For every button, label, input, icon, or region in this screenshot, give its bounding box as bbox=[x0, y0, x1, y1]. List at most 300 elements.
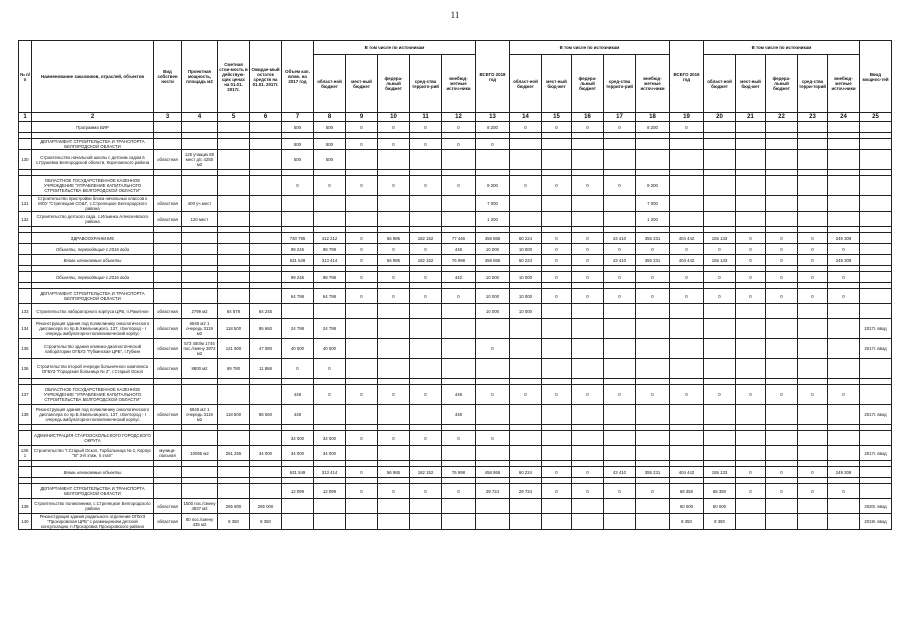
table-row bbox=[19, 514, 892, 530]
row-total-2019-cell bbox=[670, 176, 704, 196]
row-estimate-cell bbox=[218, 233, 250, 244]
row-territory-2017-cell: 182 152 bbox=[410, 255, 442, 266]
row-territory-2017-cell: 0 bbox=[410, 244, 442, 255]
row-expected-cell bbox=[250, 176, 282, 196]
row-territory-2019-cell bbox=[798, 196, 828, 212]
row-federal-2018-cell bbox=[572, 405, 604, 425]
row-territory-2018-cell: 0 bbox=[604, 385, 636, 405]
row-estimate-cell bbox=[218, 467, 250, 478]
row-territory-2017-cell bbox=[410, 359, 442, 379]
row-federal-2017-cell: 56 985 bbox=[378, 467, 410, 478]
row-total-2018-cell bbox=[476, 499, 510, 514]
row-local-2019-cell bbox=[736, 514, 766, 530]
row-territory-2018-cell bbox=[604, 514, 636, 530]
row-territory-2019-cell: 0 bbox=[798, 385, 828, 405]
row-territory-2019-cell bbox=[798, 319, 828, 339]
column-number: 14 bbox=[510, 113, 542, 122]
row-estimate-cell: 121 900 bbox=[218, 339, 250, 359]
row-federal-2017-cell: 56 985 bbox=[378, 255, 410, 266]
row-local-2019-cell bbox=[736, 139, 766, 150]
row-federal-2018-cell bbox=[572, 139, 604, 150]
row-capacity-cell bbox=[182, 272, 218, 283]
row-regional-2018-cell bbox=[510, 359, 542, 379]
row-local-2018-cell: 0 bbox=[542, 233, 572, 244]
row-total-2019-cell: 0 bbox=[670, 385, 704, 405]
row-extra-2017-cell bbox=[442, 499, 476, 514]
row-territory-2018-cell bbox=[604, 339, 636, 359]
row-regional-2019-cell bbox=[704, 405, 736, 425]
row-extra-2019-cell: 249 309 bbox=[828, 467, 860, 478]
row-local-2017-cell bbox=[346, 339, 378, 359]
row-kind-cell: областная bbox=[154, 359, 182, 379]
table-row bbox=[19, 272, 892, 283]
row-local-2017-cell: 0 bbox=[346, 122, 378, 133]
header-estimate: Сметная стои-мость в действую-щих ценах на 01.01. 2017г. bbox=[218, 41, 250, 113]
row-territory-2017-cell bbox=[410, 304, 442, 319]
header-src-regional: област-ной бюджет bbox=[510, 55, 542, 113]
row-territory-2018-cell: 0 bbox=[604, 289, 636, 304]
row-estimate-cell bbox=[218, 484, 250, 499]
table-row bbox=[19, 446, 892, 461]
row-territory-2017-cell bbox=[410, 514, 442, 530]
row-expected-cell: 11 868 bbox=[250, 359, 282, 379]
row-capacity-cell: 8800 м2 bbox=[182, 359, 218, 379]
row-local-2018-cell bbox=[542, 319, 572, 339]
row-num-cell: 134 bbox=[19, 319, 32, 339]
header-src-local: мест-ный бюджет bbox=[346, 55, 378, 113]
row-expected-cell bbox=[250, 467, 282, 478]
header-src-extra: внебюд-жетные источ-ники bbox=[828, 55, 860, 113]
row-regional-2017-cell: 500 bbox=[314, 139, 346, 150]
header-src-regional: област-ной бюджет bbox=[704, 55, 736, 113]
row-extra-2017-cell bbox=[442, 196, 476, 212]
table-row bbox=[19, 139, 892, 150]
row-regional-2018-cell bbox=[510, 196, 542, 212]
row-regional-2018-cell: 0 bbox=[510, 385, 542, 405]
row-extra-2018-cell: 0 bbox=[636, 385, 670, 405]
row-federal-2017-cell: 0 bbox=[378, 385, 410, 405]
header-src-federal: федера-льный бюджет bbox=[378, 55, 410, 113]
row-estimate-cell: 8 350 bbox=[218, 514, 250, 530]
table-row bbox=[19, 431, 892, 446]
row-extra-2019-cell bbox=[828, 122, 860, 133]
row-territory-2019-cell: 0 bbox=[798, 244, 828, 255]
row-name-cell: Строительство пристройки блока начальных классов к МОУ "Стрелецкая СОШ", с.Стрелецкое Белгородского района bbox=[32, 196, 154, 212]
row-territory-2017-cell bbox=[410, 319, 442, 339]
row-expected-cell bbox=[250, 150, 282, 170]
row-total-2019-cell: 404 442 bbox=[670, 255, 704, 266]
row-regional-2019-cell bbox=[704, 122, 736, 133]
row-capacity-cell: 120 мест bbox=[182, 212, 218, 227]
row-volume-cell: 631 549 bbox=[282, 467, 314, 478]
row-extra-2018-cell bbox=[636, 514, 670, 530]
row-federal-2018-cell: 0 bbox=[572, 122, 604, 133]
row-extra-2017-cell bbox=[442, 339, 476, 359]
row-regional-2018-cell: 10 000 bbox=[510, 289, 542, 304]
header-src-extra: внебюд-жетные источ-ники bbox=[636, 55, 670, 113]
row-name-cell: Реконструкция здания родильного отделения ОГБУЗ "Прохоровская ЦРБ" с размещением детской консультации, п.Прохоровка Прохоровского района bbox=[32, 514, 154, 530]
row-federal-2018-cell bbox=[572, 446, 604, 461]
row-num-cell: 135 bbox=[19, 339, 32, 359]
row-regional-2017-cell: 34 000 bbox=[314, 446, 346, 461]
row-federal-2017-cell: 56 985 bbox=[378, 233, 410, 244]
table-row bbox=[19, 339, 892, 359]
row-extra-2017-cell bbox=[442, 304, 476, 319]
row-extra-2019-cell bbox=[828, 446, 860, 461]
header-commission: Ввод мощнос-тей bbox=[860, 41, 892, 113]
row-federal-2018-cell bbox=[572, 304, 604, 319]
row-total-2018-cell: 458 865 bbox=[476, 467, 510, 478]
row-local-2019-cell bbox=[736, 304, 766, 319]
row-total-2018-cell bbox=[476, 405, 510, 425]
row-regional-2019-cell: 60 000 bbox=[704, 499, 736, 514]
row-extra-2019-cell: 249 309 bbox=[828, 255, 860, 266]
row-commission-cell bbox=[860, 467, 892, 478]
row-num-cell: 136 bbox=[19, 359, 32, 379]
row-expected-cell: 285 000 bbox=[250, 499, 282, 514]
row-commission-cell: 2017г. ввод bbox=[860, 319, 892, 339]
row-num-cell bbox=[19, 255, 32, 266]
row-total-2018-cell: 0 bbox=[476, 431, 510, 446]
column-number: 10 bbox=[378, 113, 410, 122]
row-federal-2019-cell: 0 bbox=[766, 255, 798, 266]
row-territory-2018-cell bbox=[604, 150, 636, 170]
row-estimate-cell bbox=[218, 431, 250, 446]
row-name-cell: Строительство здания клинико-диагностической лаборатории ОГБУЗ "Губкинская ЦРБ", г.Губкин bbox=[32, 339, 154, 359]
row-territory-2018-cell bbox=[604, 405, 636, 425]
row-name-cell: ДЕПАРТАМЕНТ СТРОИТЕЛЬСТВА И ТРАНСПОРТА БЕЛГОРОДСКОЙ ОБЛАСТИ bbox=[32, 289, 154, 304]
row-commission-cell bbox=[860, 272, 892, 283]
row-estimate-cell bbox=[218, 176, 250, 196]
row-extra-2017-cell: 0 bbox=[442, 431, 476, 446]
row-extra-2018-cell bbox=[636, 319, 670, 339]
row-expected-cell: 86 660 bbox=[250, 319, 282, 339]
row-extra-2017-cell: 0 bbox=[442, 122, 476, 133]
column-number: 9 bbox=[346, 113, 378, 122]
row-regional-2019-cell: 0 bbox=[704, 385, 736, 405]
row-capacity-cell: 80 пос./смену 435 м2 bbox=[182, 514, 218, 530]
row-federal-2017-cell bbox=[378, 499, 410, 514]
row-total-2018-cell: 0 bbox=[476, 139, 510, 150]
row-federal-2019-cell: 0 bbox=[766, 467, 798, 478]
row-extra-2017-cell bbox=[442, 446, 476, 461]
row-num-cell: 139 bbox=[19, 499, 32, 514]
row-local-2018-cell bbox=[542, 339, 572, 359]
table-row bbox=[19, 289, 892, 304]
row-num-cell: 132 bbox=[19, 212, 32, 227]
row-total-2018-cell: 8 200 bbox=[476, 176, 510, 196]
row-federal-2018-cell bbox=[572, 499, 604, 514]
row-federal-2018-cell: 0 bbox=[572, 272, 604, 283]
table-header bbox=[19, 41, 892, 122]
row-local-2018-cell: 0 bbox=[542, 122, 572, 133]
row-num-cell bbox=[19, 176, 32, 196]
column-number: 13 bbox=[476, 113, 510, 122]
row-extra-2019-cell: 0 bbox=[828, 289, 860, 304]
header-volume: Объем кап. влож. на 2017 год bbox=[282, 41, 314, 113]
row-commission-cell bbox=[860, 122, 892, 133]
row-capacity-cell: 573 450/м 1745 пос./смену 2872 м2 bbox=[182, 339, 218, 359]
row-expected-cell bbox=[250, 212, 282, 227]
row-federal-2018-cell: 0 bbox=[572, 255, 604, 266]
row-regional-2018-cell bbox=[510, 499, 542, 514]
column-number: 21 bbox=[736, 113, 766, 122]
row-name-cell: Объекты, переходящие с 2016 года bbox=[32, 272, 154, 283]
row-extra-2018-cell bbox=[636, 405, 670, 425]
row-commission-cell bbox=[860, 233, 892, 244]
row-territory-2018-cell: 0 bbox=[604, 244, 636, 255]
row-federal-2019-cell bbox=[766, 176, 798, 196]
row-total-2019-cell: 68 350 bbox=[670, 484, 704, 499]
row-federal-2017-cell bbox=[378, 150, 410, 170]
row-capacity-cell bbox=[182, 289, 218, 304]
row-extra-2019-cell: 0 bbox=[828, 272, 860, 283]
row-federal-2018-cell: 0 bbox=[572, 289, 604, 304]
row-regional-2019-cell bbox=[704, 304, 736, 319]
row-regional-2017-cell bbox=[314, 514, 346, 530]
row-extra-2019-cell bbox=[828, 339, 860, 359]
row-kind-cell bbox=[154, 176, 182, 196]
row-volume-cell: 448 bbox=[282, 405, 314, 425]
row-extra-2018-cell: 355 231 bbox=[636, 255, 670, 266]
row-local-2018-cell bbox=[542, 359, 572, 379]
row-expected-cell bbox=[250, 244, 282, 255]
table-row bbox=[19, 176, 892, 196]
row-capacity-cell: 10095 м2 bbox=[182, 446, 218, 461]
row-capacity-cell: 1500 пос./смену 4837 м2 bbox=[182, 499, 218, 514]
row-federal-2017-cell bbox=[378, 339, 410, 359]
row-extra-2017-cell: 0 bbox=[442, 176, 476, 196]
row-federal-2017-cell: 0 bbox=[378, 244, 410, 255]
table-row bbox=[19, 150, 892, 170]
row-federal-2018-cell bbox=[572, 150, 604, 170]
row-extra-2017-cell bbox=[442, 212, 476, 227]
row-local-2017-cell bbox=[346, 319, 378, 339]
row-name-cell: ОБЛАСТНОЕ ГОСУДАРСТВЕННОЕ КАЗЕННОЕ УЧРЕЖДЕНИЕ "УПРАВЛЕНИЕ КАПИТАЛЬНОГО СТРОИТЕЛЬСТВА БЕЛГОРОДСКОЙ ОБЛАСТИ" bbox=[32, 176, 154, 196]
row-regional-2017-cell: 313 414 bbox=[314, 467, 346, 478]
row-local-2018-cell bbox=[542, 304, 572, 319]
row-local-2019-cell: 0 bbox=[736, 385, 766, 405]
row-regional-2017-cell: 40 000 bbox=[314, 339, 346, 359]
row-federal-2018-cell bbox=[572, 339, 604, 359]
row-total-2018-cell: 0 bbox=[476, 385, 510, 405]
row-territory-2019-cell bbox=[798, 139, 828, 150]
row-local-2019-cell: 0 bbox=[736, 467, 766, 478]
row-capacity-cell bbox=[182, 385, 218, 405]
row-territory-2019-cell bbox=[798, 359, 828, 379]
row-regional-2018-cell bbox=[510, 212, 542, 227]
row-extra-2018-cell bbox=[636, 150, 670, 170]
row-territory-2018-cell: 0 bbox=[604, 176, 636, 196]
row-extra-2019-cell: 0 bbox=[828, 385, 860, 405]
row-federal-2019-cell: 0 bbox=[766, 244, 798, 255]
row-capacity-cell: 400 уч.мест bbox=[182, 196, 218, 212]
header-src-local: мест-ный бюд-жет bbox=[542, 55, 572, 113]
row-num-cell: 130 bbox=[19, 150, 32, 170]
row-estimate-cell: 69 780 bbox=[218, 359, 250, 379]
row-extra-2019-cell bbox=[828, 212, 860, 227]
row-local-2019-cell: 0 bbox=[736, 255, 766, 266]
table-row bbox=[19, 122, 892, 133]
row-capacity-cell bbox=[182, 176, 218, 196]
row-local-2018-cell: 0 bbox=[542, 289, 572, 304]
row-local-2019-cell: 0 bbox=[736, 272, 766, 283]
row-extra-2018-cell bbox=[636, 446, 670, 461]
row-regional-2019-cell bbox=[704, 319, 736, 339]
row-regional-2019-cell: 8 350 bbox=[704, 514, 736, 530]
row-territory-2017-cell: 0 bbox=[410, 385, 442, 405]
row-extra-2019-cell bbox=[828, 150, 860, 170]
row-name-cell: Вновь начинаемые объекты bbox=[32, 467, 154, 478]
row-volume-cell: 0 bbox=[282, 359, 314, 379]
row-num-cell: 133 bbox=[19, 304, 32, 319]
row-extra-2018-cell: 0 bbox=[636, 484, 670, 499]
row-territory-2017-cell: 0 bbox=[410, 431, 442, 446]
column-number: 1 bbox=[19, 113, 32, 122]
row-territory-2019-cell bbox=[798, 150, 828, 170]
header-name: Наименование заказчиков, отраслей, объектов bbox=[32, 41, 154, 113]
row-local-2017-cell bbox=[346, 405, 378, 425]
row-extra-2018-cell: 8 200 bbox=[636, 176, 670, 196]
row-kind-cell: областная bbox=[154, 304, 182, 319]
row-territory-2019-cell: 0 bbox=[798, 272, 828, 283]
column-number: 11 bbox=[410, 113, 442, 122]
row-num-cell bbox=[19, 431, 32, 446]
row-extra-2019-cell: 0 bbox=[828, 484, 860, 499]
row-expected-cell: 47 080 bbox=[250, 339, 282, 359]
row-local-2018-cell: 0 bbox=[542, 244, 572, 255]
row-local-2019-cell bbox=[736, 319, 766, 339]
row-local-2017-cell bbox=[346, 212, 378, 227]
table-row bbox=[19, 467, 892, 478]
row-local-2019-cell: 0 bbox=[736, 244, 766, 255]
header-src-territory: сред-ства террито-рий bbox=[604, 55, 636, 113]
row-volume-cell bbox=[282, 212, 314, 227]
row-extra-2018-cell: 0 bbox=[636, 244, 670, 255]
row-volume-cell: 12 099 bbox=[282, 484, 314, 499]
row-volume-cell bbox=[282, 196, 314, 212]
row-regional-2019-cell: 155 133 bbox=[704, 255, 736, 266]
row-territory-2018-cell bbox=[604, 446, 636, 461]
row-local-2018-cell: 0 bbox=[542, 176, 572, 196]
row-regional-2018-cell bbox=[510, 431, 542, 446]
row-kind-cell: областная bbox=[154, 319, 182, 339]
row-total-2018-cell: 0 bbox=[476, 339, 510, 359]
row-estimate-cell: 84 878 bbox=[218, 304, 250, 319]
row-federal-2017-cell bbox=[378, 514, 410, 530]
row-regional-2019-cell bbox=[704, 339, 736, 359]
row-territory-2019-cell bbox=[798, 431, 828, 446]
row-territory-2017-cell bbox=[410, 446, 442, 461]
row-extra-2017-cell bbox=[442, 514, 476, 530]
row-total-2019-cell bbox=[670, 405, 704, 425]
row-expected-cell bbox=[250, 484, 282, 499]
row-extra-2018-cell bbox=[636, 339, 670, 359]
row-territory-2019-cell bbox=[798, 405, 828, 425]
row-federal-2019-cell bbox=[766, 499, 798, 514]
row-name-cell: ЗДРАВООХРАНЕНИЕ bbox=[32, 233, 154, 244]
row-territory-2017-cell bbox=[410, 150, 442, 170]
row-local-2017-cell: 0 bbox=[346, 139, 378, 150]
row-local-2018-cell: 0 bbox=[542, 272, 572, 283]
row-regional-2019-cell: 155 133 bbox=[704, 233, 736, 244]
row-num-cell: 137 bbox=[19, 385, 32, 405]
row-local-2019-cell bbox=[736, 339, 766, 359]
column-number: 16 bbox=[572, 113, 604, 122]
row-regional-2017-cell: 0 bbox=[314, 176, 346, 196]
row-federal-2017-cell: 0 bbox=[378, 122, 410, 133]
row-commission-cell bbox=[860, 244, 892, 255]
row-federal-2017-cell bbox=[378, 446, 410, 461]
row-extra-2017-cell: 0 bbox=[442, 484, 476, 499]
row-volume-cell: 500 bbox=[282, 139, 314, 150]
row-regional-2018-cell bbox=[510, 139, 542, 150]
row-name-cell: Строительство второй очереди больничного комплекса ОГБУЗ "Городская больница № 2", г.Старый Оскол bbox=[32, 359, 154, 379]
row-local-2017-cell: 0 bbox=[346, 233, 378, 244]
row-federal-2018-cell bbox=[572, 359, 604, 379]
row-volume-cell: 40 000 bbox=[282, 339, 314, 359]
row-extra-2017-cell bbox=[442, 319, 476, 339]
row-name-cell: Программа ВИР bbox=[32, 122, 154, 133]
row-local-2017-cell bbox=[346, 150, 378, 170]
row-territory-2018-cell bbox=[604, 431, 636, 446]
row-federal-2017-cell bbox=[378, 212, 410, 227]
row-federal-2019-cell bbox=[766, 212, 798, 227]
header-sources-2018: В том числе по источникам bbox=[510, 41, 670, 55]
row-kind-cell: областная bbox=[154, 514, 182, 530]
row-volume-cell bbox=[282, 514, 314, 530]
header-src-federal: федера-льный бюджет bbox=[766, 55, 798, 113]
row-regional-2017-cell: 98 798 bbox=[314, 244, 346, 255]
row-local-2019-cell bbox=[736, 212, 766, 227]
row-local-2017-cell: 0 bbox=[346, 272, 378, 283]
row-local-2019-cell: 0 bbox=[736, 484, 766, 499]
row-federal-2019-cell bbox=[766, 139, 798, 150]
row-regional-2017-cell bbox=[314, 212, 346, 227]
row-volume-cell: 64 798 bbox=[282, 289, 314, 304]
column-number-row bbox=[19, 113, 892, 122]
row-total-2019-cell: 0 bbox=[670, 244, 704, 255]
table-row bbox=[19, 255, 892, 266]
header-num: № п/п bbox=[19, 41, 32, 113]
header-src-local: мест-ный бюд-жет bbox=[736, 55, 766, 113]
row-territory-2019-cell: 0 bbox=[798, 484, 828, 499]
row-extra-2019-cell bbox=[828, 304, 860, 319]
header-expected: Ожидае-мый остаток средств на 01.01. 2017г. bbox=[250, 41, 282, 113]
row-federal-2018-cell bbox=[572, 431, 604, 446]
row-capacity-cell bbox=[182, 244, 218, 255]
row-estimate-cell bbox=[218, 212, 250, 227]
row-kind-cell: областная bbox=[154, 405, 182, 425]
row-kind-cell: областная bbox=[154, 339, 182, 359]
row-volume-cell: 99 246 bbox=[282, 272, 314, 283]
row-territory-2018-cell bbox=[604, 196, 636, 212]
row-extra-2017-cell: 0 bbox=[442, 289, 476, 304]
row-total-2018-cell: 29 724 bbox=[476, 484, 510, 499]
row-extra-2018-cell: 0 bbox=[636, 272, 670, 283]
row-kind-cell bbox=[154, 139, 182, 150]
row-total-2019-cell: 0 bbox=[670, 289, 704, 304]
row-local-2019-cell bbox=[736, 176, 766, 196]
row-territory-2019-cell: 0 bbox=[798, 289, 828, 304]
row-expected-cell: 84 245 bbox=[250, 304, 282, 319]
row-territory-2019-cell bbox=[798, 304, 828, 319]
row-regional-2017-cell: 0 bbox=[314, 385, 346, 405]
row-federal-2017-cell: 0 bbox=[378, 289, 410, 304]
row-territory-2017-cell: 182 152 bbox=[410, 233, 442, 244]
row-federal-2019-cell bbox=[766, 319, 798, 339]
row-kind-cell: областная bbox=[154, 150, 182, 170]
